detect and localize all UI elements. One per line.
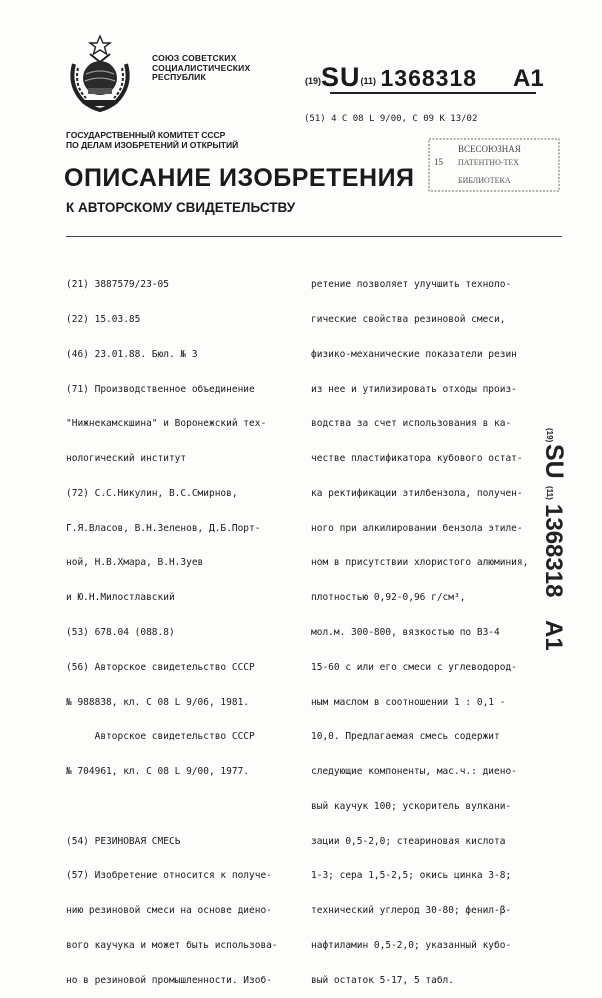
text-line [66, 801, 278, 813]
stamp-line-3: ПАТЕНТНО-ТЕХ [458, 158, 520, 167]
text-line: физико-механические показатели резин [311, 348, 517, 360]
text-line: вый остаток 5-17, 5 табл. [311, 974, 454, 986]
text-line: и Ю.Н.Милостлавский [66, 592, 175, 604]
text-line: (72) С.С.Никулин, В.С.Смирнов, [66, 487, 238, 499]
ipc-classification: (51) 4 C 08 L 9/00, C 09 K 13/02 [304, 114, 478, 124]
text-line: вый каучук 100; ускоритель вулкани- [311, 800, 512, 812]
document-title: ОПИСАНИЕ ИЗОБРЕТЕНИЯ [64, 164, 415, 192]
text-line: 10,0. Предлагаемая смесь содержит [311, 731, 500, 743]
text-line: ретение позволяет улучшить техноло- [311, 279, 512, 291]
side-code-11: (11) [545, 486, 554, 500]
org-line: СОЮЗ СОВЕТСКИХ [152, 53, 237, 63]
library-stamp [428, 138, 560, 192]
text-line: мол.м. 300-800, вязкостью по ВЗ-4 [311, 627, 500, 638]
committee-line: ГОСУДАРСТВЕННЫЙ КОМИТЕТ СССР [66, 130, 226, 140]
text-line: вого каучука и может быть использова- [66, 940, 278, 952]
text-line: нию резиновой смеси на основе диено- [66, 905, 272, 917]
side-country: SU [540, 444, 568, 479]
committee-name [66, 130, 238, 150]
org-line: СОЦИАЛИСТИЧЕСКИХ [152, 62, 251, 73]
stamp-line-1: ВСЕСОЮЗНАЯ [458, 144, 521, 154]
text-line: (22) 15.03.85 [66, 313, 141, 325]
text-line: (57) Изобретение относится к получе- [66, 870, 272, 882]
text-line: Авторское свидетельство СССР [66, 731, 255, 743]
text-line: ном в присутствии хлористого алюминия, [311, 557, 529, 569]
side-number: 1368318 [540, 504, 567, 598]
country-organization [152, 54, 250, 83]
text-line: из нее и утилизировать отходы произ- [311, 383, 517, 395]
text-line: Г.Я.Власов, В.Н.Зеленов, Д.Б.Порт- [66, 522, 261, 534]
text-line: (71) Производственное объединение [66, 383, 255, 395]
text-line: (21) 3887579/23-05 [66, 279, 169, 291]
patent-number: 1368318 [380, 65, 478, 91]
text-line: (56) Авторское свидетельство СССР [66, 661, 255, 673]
text-line: ного при алкилировании бензола этиле- [311, 522, 523, 534]
text-line: гические свойства резиновой смеси, [311, 313, 506, 325]
text-line: но в резиновой промышленности. Изоб- [66, 974, 272, 986]
side-code-19: (19) [545, 428, 554, 443]
text-line: (54) РЕЗИНОВАЯ СМЕСЬ [66, 835, 181, 847]
text-line: технический углерод 30-80; фенил-β- [311, 905, 512, 917]
text-line: нологический институт [66, 453, 187, 465]
text-line: плотностью 0,92-0,96 г/см³, [311, 592, 466, 604]
org-line: РЕСПУБЛИК [152, 72, 206, 82]
text-line: (46) 23.01.88. Бюл. № 3 [66, 348, 198, 360]
text-line: водства за счет использования в ка- [311, 418, 512, 430]
text-line: 15-60 с или его смеси с углеводород- [311, 661, 517, 673]
state-emblem-icon [60, 34, 140, 114]
text-line: № 988838, кл. C 08 L 9/06, 1981. [66, 696, 250, 708]
number-underline [330, 92, 536, 94]
header-divider [66, 236, 562, 237]
text-line: ной, Н.В.Хмара, В.Н.Зуев [66, 557, 204, 569]
document-subtitle: К АВТОРСКОМУ СВИДЕТЕЛЬСТВУ [66, 200, 296, 215]
kind-code: A1 [513, 65, 544, 92]
text-line: нафтиламин 0,5-2,0; указанный кубо- [311, 940, 512, 952]
text-line: зации 0,5-2,0; стеариновая кислота [311, 835, 506, 847]
text-line: "Нижнекамскшина" и Воронежский тех- [66, 418, 267, 430]
code-11: (11) [360, 76, 377, 86]
text-line: следующие компоненты, мас.ч.: диено- [311, 766, 517, 778]
text-line: 1-3; сера 1,5-2,5; окись цинка 3-8; [311, 870, 512, 882]
side-publication-number [536, 424, 576, 664]
code-19: (19) [305, 76, 322, 86]
country-code: SU [321, 62, 361, 92]
side-kind: A1 [540, 620, 567, 651]
right-column [311, 256, 528, 998]
text-line: честве пластификатора кубового остат- [311, 453, 523, 465]
text-line: ка ректификации этилбензола, получен- [311, 487, 523, 499]
text-line: (53) 678.04 (088.8) [66, 627, 175, 638]
text-line: ным маслом в соотношении 1 : 0,1 - [311, 696, 506, 708]
text-line: № 704961, кл. C 08 L 9/00, 1977. [66, 766, 250, 778]
stamp-line-2: 15 [434, 157, 443, 167]
left-column [66, 256, 278, 998]
stamp-line-4: БИБЛИОТЕКА [458, 176, 511, 185]
publication-number [305, 62, 544, 93]
committee-line: ПО ДЕЛАМ ИЗОБРЕТЕНИЙ И ОТКРЫТИЙ [66, 140, 239, 150]
